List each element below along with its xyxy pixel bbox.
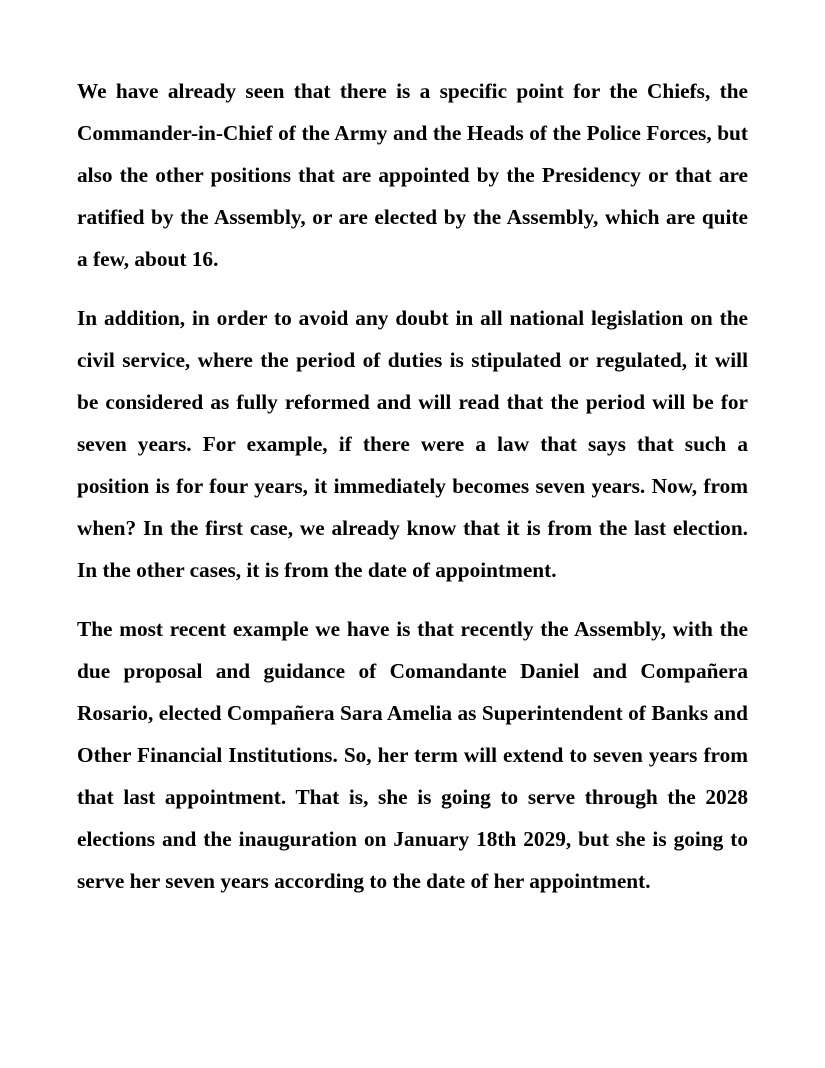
paragraph-2: In addition, in order to avoid any doubt in all national legislation on the civil service, where the period of duties is stipulated or regulated, it will be considered as fully reformed and will read that the period will be for seven years. For example, if there were a law that says that such a position is for four years, it immediately becomes seven years. Now, from when? In the first case, we already know that it is from the last election. In the other cases, it is from the date of appointment. (77, 306, 748, 582)
document-page (77, 70, 748, 902)
paragraph-1: We have already seen that there is a specific point for the Chiefs, the Commander-in-Chief of the Army and the Heads of the Police Forces, but also the other positions that are appointed by the Presidency or that are ratified by the Assembly, or are elected by the Assembly, which are quite a few, about 16. (77, 79, 748, 271)
paragraph-3: The most recent example we have is that recently the Assembly, with the due proposal and guidance of Comandante Daniel and Compañera Rosario, elected Compañera Sara Amelia as Superintendent of Banks and Other Financial Institutions. So, her term will extend to seven years from that last appointment. That is, she is going to serve through the 2028 elections and the inauguration on January 18th 2029, but she is going to serve her seven years according to the date of her appointment. (77, 617, 748, 893)
